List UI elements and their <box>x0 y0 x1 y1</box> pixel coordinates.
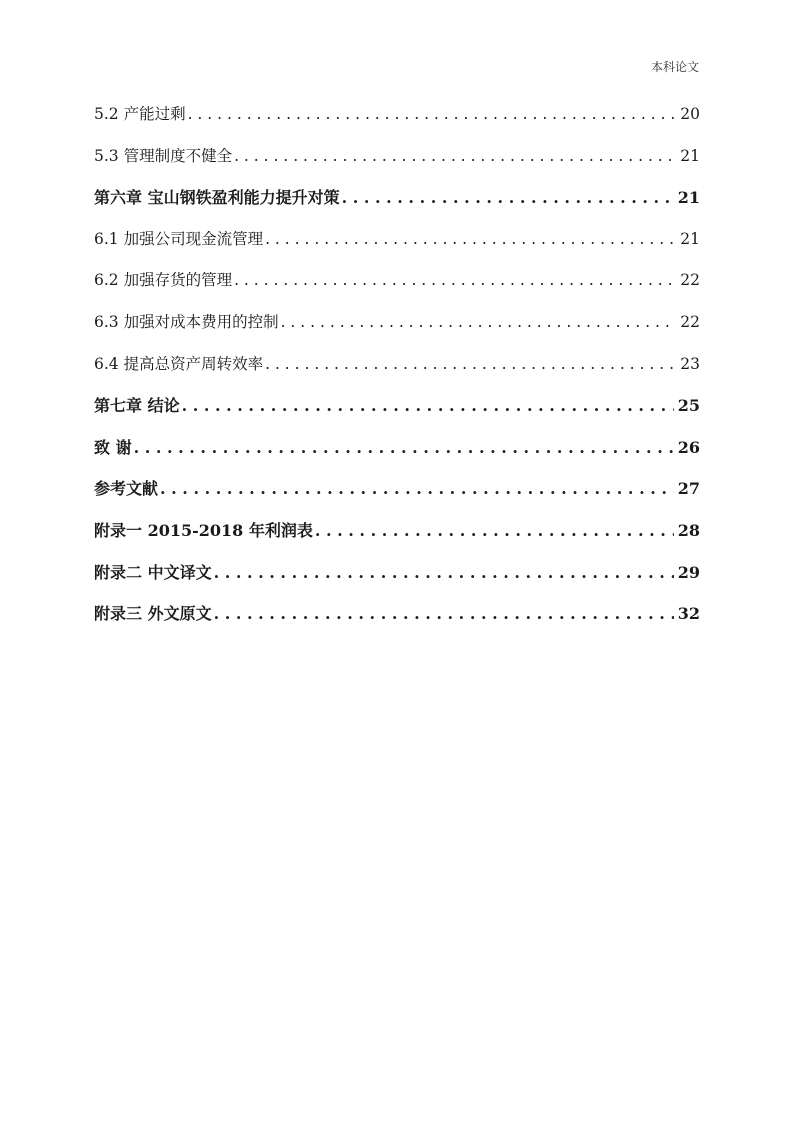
toc-page-number: 22 <box>680 271 700 290</box>
toc-entry[interactable] <box>94 310 700 352</box>
toc-page-number: 25 <box>677 396 700 416</box>
toc-dot-leader <box>160 479 674 498</box>
toc-entry-label: 致 谢 <box>94 437 132 457</box>
toc-entry-label: 附录三 外文原文 <box>94 604 212 624</box>
toc-page-number: 28 <box>677 520 700 540</box>
toc-dot-leader <box>315 521 674 540</box>
toc-dot-leader <box>342 188 674 207</box>
toc-dot-leader <box>234 147 676 165</box>
toc-dot-leader <box>134 438 674 457</box>
toc-dot-leader <box>214 563 674 582</box>
toc-entry[interactable] <box>94 268 700 310</box>
toc-dot-leader <box>265 355 676 373</box>
toc-page-number: 21 <box>680 146 700 165</box>
toc-entry[interactable] <box>94 435 700 477</box>
toc-entry[interactable] <box>94 185 700 227</box>
toc-entry[interactable] <box>94 560 700 602</box>
toc-page-number: 23 <box>680 354 700 373</box>
toc-entry[interactable] <box>94 393 700 435</box>
toc-page-number: 21 <box>680 229 700 248</box>
toc-dot-leader <box>188 105 676 123</box>
toc-entry[interactable] <box>94 144 700 186</box>
toc-entry[interactable] <box>94 352 700 394</box>
toc-page-number: 29 <box>677 562 700 582</box>
toc-entry-label: 6.3 加强对成本费用的控制 <box>94 312 279 331</box>
toc-page-number: 32 <box>677 604 700 624</box>
toc-entry-label: 5.2 产能过剩 <box>94 105 186 123</box>
toc-entry[interactable] <box>94 227 700 269</box>
toc-entry-label: 附录一 2015-2018 年利润表 <box>94 520 313 540</box>
toc-entry-label: 参考文献 <box>94 479 159 499</box>
toc-entry-label: 6.4 提高总资产周转效率 <box>94 354 264 373</box>
toc-entry-label: 附录二 中文译文 <box>94 562 212 582</box>
toc-page-number: 26 <box>677 437 700 457</box>
toc-entry-label: 第六章 宝山钢铁盈利能力提升对策 <box>94 188 340 208</box>
toc-entry[interactable] <box>94 518 700 560</box>
toc-dot-leader <box>234 271 676 289</box>
toc-page-number: 21 <box>677 188 700 208</box>
toc-dot-leader <box>214 604 674 623</box>
toc-entry[interactable] <box>94 601 700 643</box>
toc-page-number: 22 <box>680 312 700 331</box>
toc-entry-label: 5.3 管理制度不健全 <box>94 146 233 165</box>
toc-entry[interactable] <box>94 102 700 144</box>
toc-entry[interactable] <box>94 476 700 518</box>
toc-entry-label: 6.2 加强存货的管理 <box>94 271 233 290</box>
table-of-contents <box>94 102 700 643</box>
toc-dot-leader <box>265 230 676 248</box>
toc-dot-leader <box>281 313 676 331</box>
page-header: 本科论文 <box>650 60 699 74</box>
toc-entry-label: 第七章 结论 <box>94 396 180 416</box>
toc-page-number: 27 <box>677 479 700 499</box>
toc-page-number: 20 <box>680 105 700 123</box>
toc-entry-label: 6.1 加强公司现金流管理 <box>94 229 264 248</box>
toc-dot-leader <box>182 396 674 415</box>
